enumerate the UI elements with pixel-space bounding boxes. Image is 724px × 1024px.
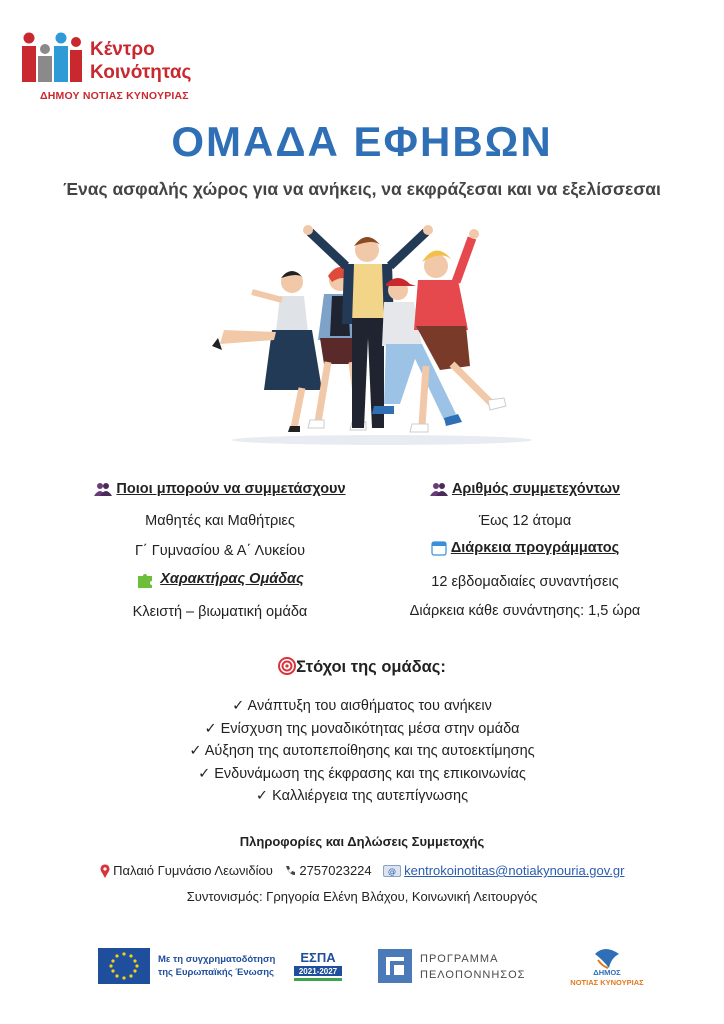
- eu-cofunding-line1: Με τη συγχρηματοδότηση: [158, 954, 276, 965]
- logo-subtitle: ΔΗΜΟΥ ΝΟΤΙΑΣ ΚΥΝΟΥΡΙΑΣ: [40, 90, 189, 102]
- checkmark-icon: ✓: [255, 788, 269, 805]
- municipality-logo: [570, 949, 644, 987]
- location-pin-icon: [100, 864, 110, 878]
- svg-text:@: @: [387, 866, 396, 876]
- page-title: ΟΜΑΔΑ ΕΦΗΒΩΝ: [171, 118, 553, 165]
- checkmark-icon: ✓: [232, 698, 245, 714]
- participants-count-text: Έως 12 άτομα: [478, 513, 572, 529]
- espa-years: 2021-2027: [298, 967, 338, 976]
- goal-text: Αύξηση της αυτοπεποίθησης και της αυτοεκτίμησης: [204, 743, 535, 760]
- teenagers-celebrating-illustration: [212, 222, 552, 447]
- address-text: Παλαιό Γυμνάσιο Λεωνιδίου: [113, 863, 273, 879]
- goal-item: [0, 763, 724, 786]
- espa-title: ΕΣΠΑ: [300, 950, 336, 965]
- goals-heading-label: Στόχοι της ομάδας:: [296, 658, 446, 676]
- goal-text: Ενδυνάμωση της έκφρασης και της επικοινωνίας: [214, 765, 526, 782]
- eligible-grades-text: Γ΄ Γυμνασίου & Α΄ Λυκείου: [134, 543, 306, 559]
- eu-flag-icon: [98, 948, 150, 984]
- group-type-text: Κλειστή – βιωματική ομάδα: [132, 604, 308, 620]
- coordination-text: Συντονισμός: Γρηγορία Ελένη Βλάχου, Κοινωνική Λειτουργός: [186, 889, 538, 904]
- email-link[interactable]: kentrokoinotitas@notiakynouria.gov.gr: [404, 863, 625, 879]
- people-icon: [430, 482, 448, 496]
- community-center-logo-mark: [22, 32, 84, 84]
- page-subtitle: Ένας ασφαλής χώρος για να ανήκεις, να εκφράζεσαι και να εξελίσσεσαι: [63, 179, 661, 199]
- email-icon: [383, 865, 401, 877]
- eligible-students-text: Μαθητές και Μαθήτριες: [145, 513, 295, 529]
- eu-cofunding-line2: της Ευρωπαϊκής Ένωσης: [158, 967, 274, 978]
- logo-text-line2: Κοινότητας: [90, 62, 192, 83]
- program-line1: ΠΡΟΓΡΑΜΜΑ: [420, 953, 499, 965]
- puzzle-icon: [136, 570, 156, 588]
- goal-text: Ενίσχυση της μοναδικότητας μέσα στην ομάδα: [220, 720, 520, 737]
- group-type-label: Χαρακτήρας Ομάδας: [160, 571, 304, 587]
- espa-logo: [292, 950, 344, 984]
- municipality-line2: ΝΟΤΙΑΣ ΚΥΝΟΥΡΙΑΣ: [570, 978, 644, 987]
- checkmark-icon: ✓: [189, 743, 202, 760]
- goal-item: [0, 785, 724, 808]
- community-center-logo: [22, 30, 222, 105]
- goals-heading: [0, 657, 724, 677]
- checkmark-icon: ✓: [198, 765, 211, 782]
- goal-item: [0, 740, 724, 763]
- logo-text-line1: Κέντρο: [90, 39, 155, 60]
- target-icon: [278, 657, 296, 675]
- funding-logos-footer: [0, 940, 724, 995]
- goal-item: [0, 695, 724, 718]
- people-icon: [94, 482, 112, 496]
- goal-item: [0, 718, 724, 741]
- goals-list: [0, 695, 724, 808]
- goal-text: Ανάπτυξη του αισθήματος του ανήκειν: [247, 698, 492, 714]
- who-can-participate-heading: [94, 481, 345, 497]
- weekly-meetings-text: 12 εβδομαδιαίες συναντήσεις: [431, 574, 619, 590]
- eligibility-column: [60, 481, 380, 621]
- who-can-participate-label: Ποιοι μπορούν να συμμετάσχουν: [116, 481, 346, 497]
- calendar-icon: [431, 540, 447, 556]
- program-duration-heading: [431, 540, 619, 556]
- phone-icon: [284, 865, 296, 877]
- participants-count-heading: [430, 481, 620, 497]
- info-heading: Πληροφορίες και Δηλώσεις Συμμετοχής: [239, 834, 485, 849]
- program-duration-label: Διάρκεια προγράμματος: [450, 540, 620, 556]
- peloponnese-program-logo: [378, 949, 525, 983]
- meeting-duration-text: Διάρκεια κάθε συνάντησης: 1,5 ώρα: [409, 603, 641, 619]
- group-type-heading: [136, 570, 304, 588]
- checkmark-icon: ✓: [204, 720, 217, 737]
- contact-line: [0, 862, 724, 878]
- program-line2: ΠΕΛΟΠΟΝΝΗΣΟΣ: [420, 969, 526, 981]
- participants-count-label: Αριθμός συμμετεχόντων: [451, 481, 621, 497]
- phone-text: 2757023224: [299, 863, 372, 879]
- details-column: [375, 481, 675, 620]
- goal-text: Καλλιέργεια της αυτεπίγνωσης: [272, 788, 469, 805]
- municipality-line1: ΔΗΜΟΣ: [593, 968, 621, 977]
